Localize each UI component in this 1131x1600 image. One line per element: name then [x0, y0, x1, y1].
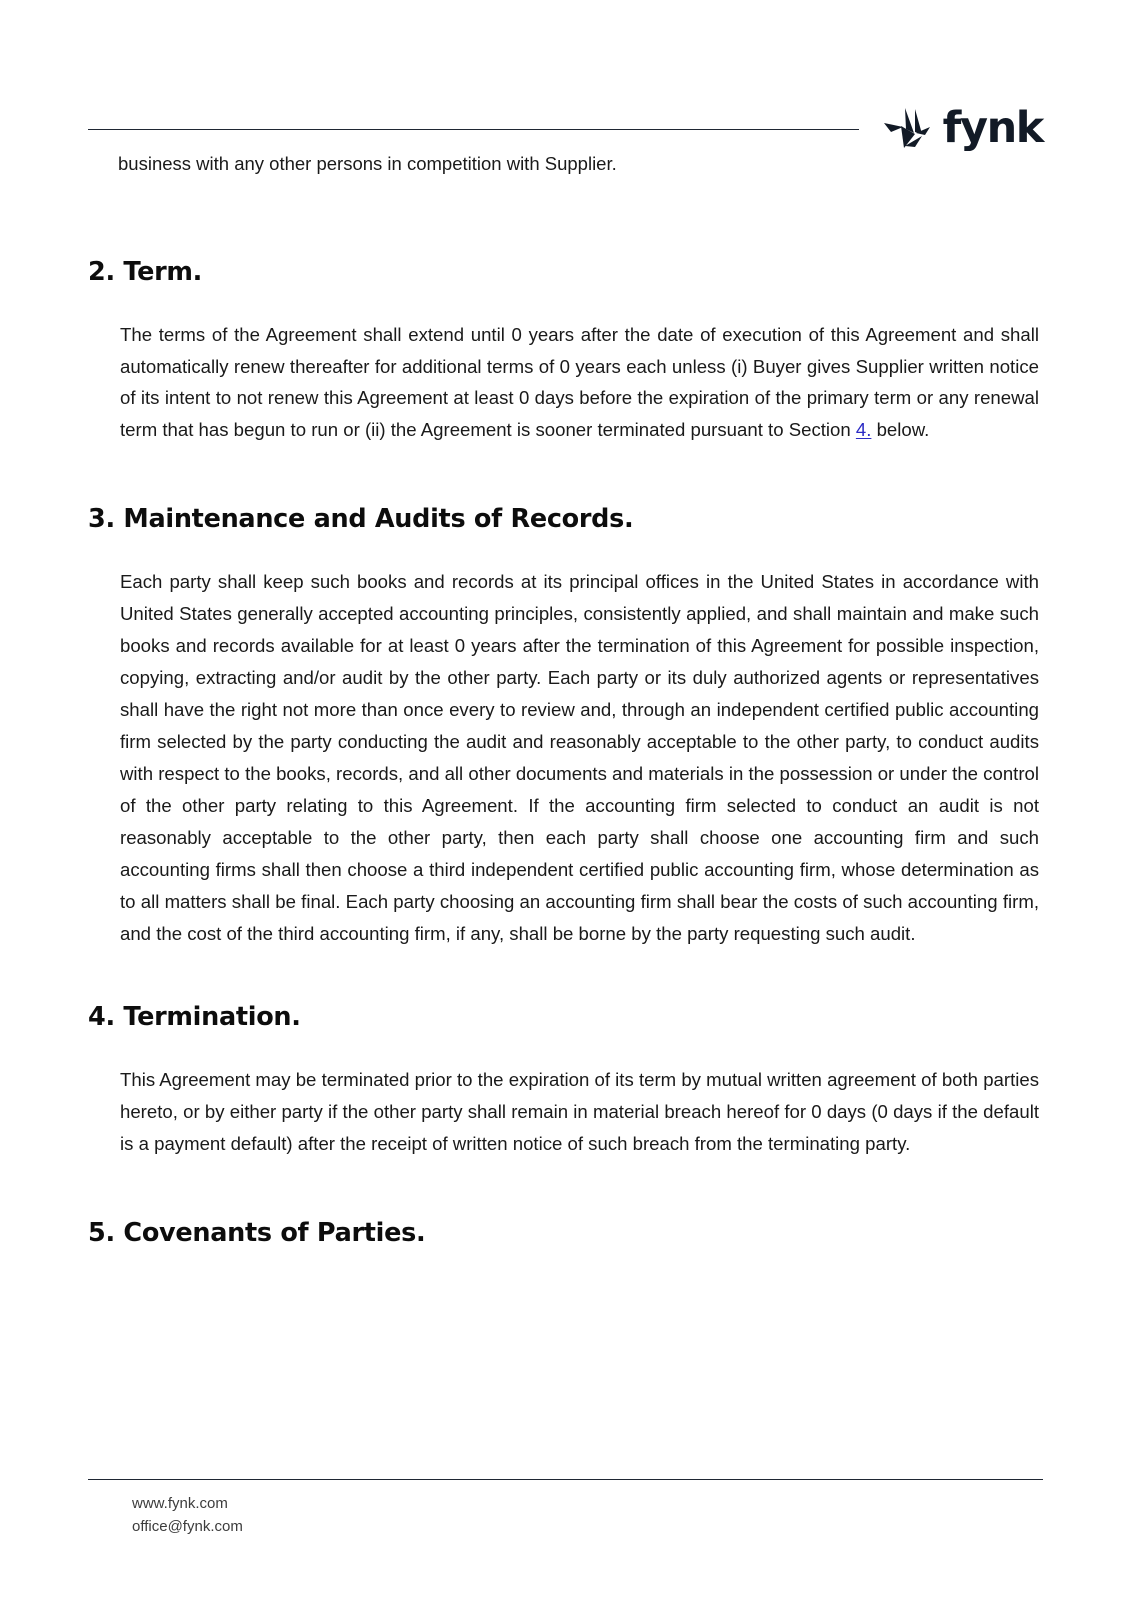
fynk-origami-bird-icon: [881, 106, 937, 150]
footer-email[interactable]: office@fynk.com: [132, 1517, 243, 1535]
fynk-logo: [881, 102, 1043, 153]
section-paragraph-maintenance-audits: Each party shall keep such books and records at its principal offices in the United States in accordance with United States generally accepted accounting principles, consistently applied, and shall maintain and make such books and records available for at least 0 years after the termination of this Agreement for possible inspection, copying, extracting and/or audit by the other party. Each party or its duly authorized agents or representatives shall have the right not more than once every to review and, through an independent certified public accounting firm selected by the party conducting the audit and reasonably acceptable to the other party, to conduct audits with respect to the books, records, and all other documents and materials in the possession or under the control of the other party relating to this Agreement. If the accounting firm selected to conduct an audit is not reasonably acceptable to the other party, then each party shall choose one accounting firm and such accounting firms shall then choose a third independent certified public accounting firm, whose determination as to all matters shall be final. Each party choosing an accounting firm shall bear the costs of such accounting firm, and the cost of the third accounting firm, if any, shall be borne by the party requesting such audit.: [120, 571, 1039, 944]
section-termination: [88, 1002, 1043, 1160]
section-heading-covenants: 5. Covenants of Parties.: [88, 1217, 426, 1248]
section-heading-termination: 4. Termination.: [88, 1001, 301, 1032]
document-body: [88, 150, 1043, 1250]
section-heading-term: 2. Term.: [88, 256, 203, 287]
section-covenants: [88, 1218, 1043, 1250]
footer-website[interactable]: www.fynk.com: [132, 1495, 228, 1512]
header-divider: [88, 129, 859, 130]
section-heading-maintenance-audits: 3. Maintenance and Audits of Records.: [88, 504, 634, 535]
page-footer: [88, 1479, 1043, 1538]
fynk-wordmark: fynk: [942, 102, 1043, 153]
section-4-crossreference-link[interactable]: 4.: [855, 419, 872, 441]
term-text-before-link: The terms of the Agreement shall extend until 0 years after the date of execution of this Agreement and shall automatically renew thereafter for additional terms of 0 years each unless (i) Buyer gives Supplier written notice of its intent to not renew this Agreement at least 0 days before the expiration of the primary term or any renewal term that has begun to run or (ii) the Agreement is sooner terminated pursuant to Section: [120, 323, 1039, 441]
section-paragraph-termination: This Agreement may be terminated prior to the expiration of its term by mutual written agreement of both parties hereto, or by either party if the other party shall remain in material breach hereof for 0 days (0 days if the default is a payment default) after the receipt of written notice of such breach from the terminating party.: [120, 1068, 1039, 1154]
section-term: [88, 257, 1043, 447]
section-paragraph-term: [88, 319, 1043, 447]
section-maintenance-audits: [88, 504, 1043, 950]
term-text-after-link: below.: [871, 419, 930, 441]
continuation-paragraph: business with any other persons in competition with Supplier.: [118, 153, 617, 174]
footer-contact-block: [88, 1480, 1043, 1538]
